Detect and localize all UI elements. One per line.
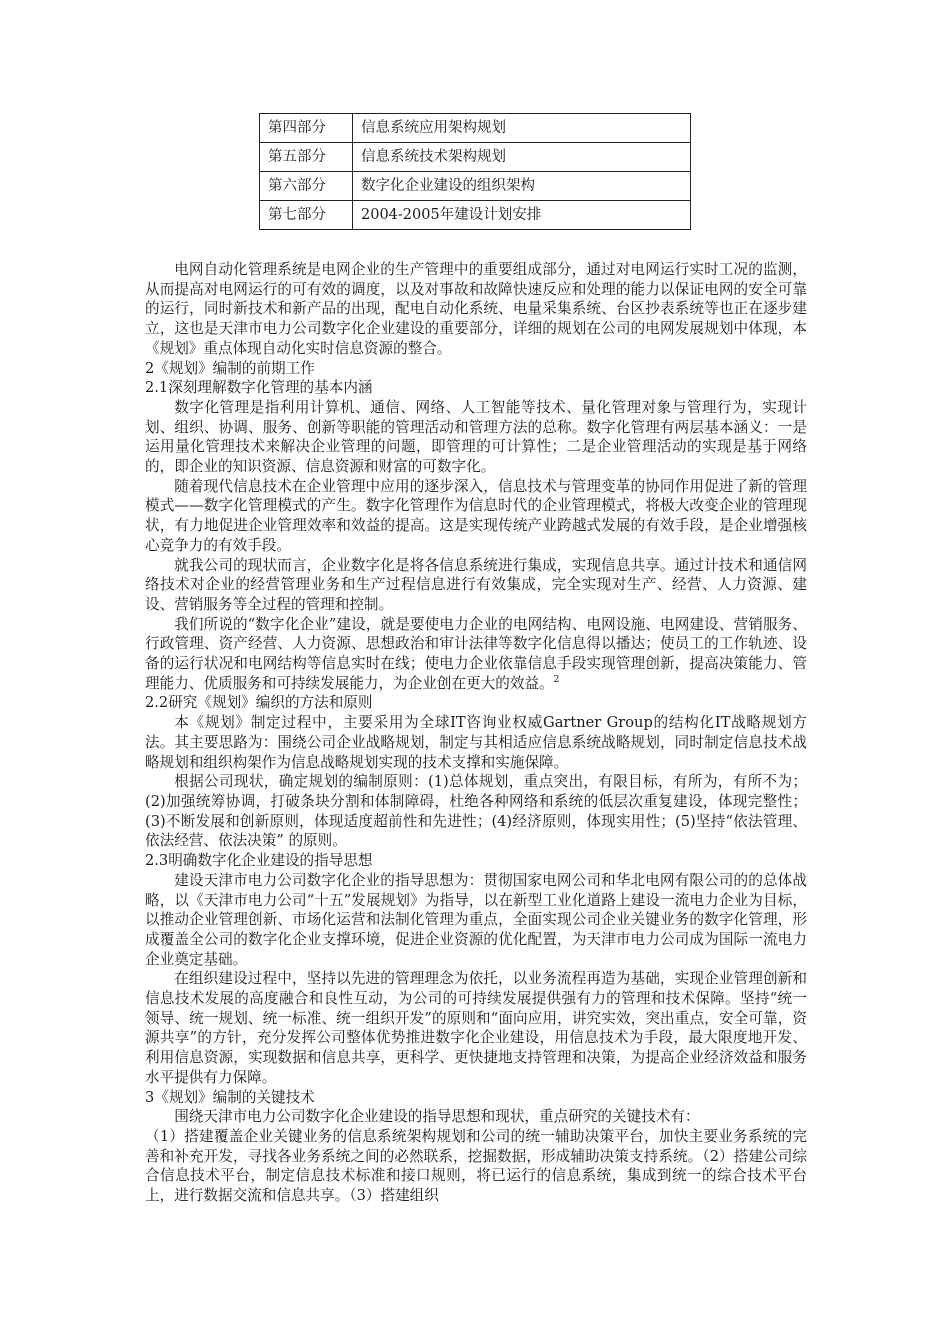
paragraph bbox=[145, 615, 807, 694]
paragraph-text: 我们所说的“数字化企业”建设，就是要使电力企业的电网结构、电网设施、电网建设、营销服务、行政管理、资产经营、人力资源、思想政治和审计法律等数字化信息得以播达；使员工的工作轨迹、设备的运行状况和电网结构等信息实时在线；使电力企业依靠信息手段实现管理创新，提高决策能力、管理能力、优质服务和可持续发展能力，为企业创在更大的效益。 bbox=[145, 615, 807, 692]
intro-paragraph: 电网自动化管理系统是电网企业的生产管理中的重要组成部分，通过对电网运行实时工况的监测，从而提高对电网运行的可有效的调度，以及对事故和故障快速反应和处理的能力以保证电网的安全可靠的运行，同时新技术和新产品的出现，配电自动化系统、电量采集系统、台区抄表系统等也正在逐步建立，这也是天津市电力公司数字化企业建设的重要部分，详细的规划在公司的电网发展规划中体现，本《规划》重点体现自动化实时信息资源的整合。 bbox=[145, 261, 807, 357]
title-cell: 信息系统技术架构规划 bbox=[353, 143, 691, 172]
part-cell: 第六部分 bbox=[260, 172, 353, 201]
part-cell: 第七部分 bbox=[260, 201, 353, 230]
footnote-marker: 2 bbox=[553, 674, 560, 685]
paragraph: 随着现代信息技术在企业管理中应用的逐步深入，信息技术与管理变革的协同作用促进了新的管理模式——数字化管理模式的产生。数字化管理作为信息时代的企业管理模式，将极大改变企业的管理现状，有力地促进企业管理效率和效益的提高。这是实现传统产业跨越式发展的有效手段，是企业增强核心竞争力的有效手段。 bbox=[145, 477, 807, 554]
table-row bbox=[260, 201, 691, 230]
paragraph: 在组织建设过程中，坚持以先进的管理理念为依托，以业务流程再造为基础，实现企业管理创新和信息技术发展的高度融合和良性互动，为公司的可持续发展提供强有力的管理和技术保障。坚持“统一领导、统一规划、统一标准、统一组织开发”的原则和“面向应用，讲究实效，突出重点，安全可靠，资源共享”的方针，充分发挥公司整体优势推进数字化企业建设，用信息技术为手段，最大限度地开发、利用信息资源，实现数据和信息共享，更科学、更快捷地支持管理和决策，为提高企业经济效益和服务水平提供有力保障。 bbox=[145, 970, 807, 1086]
section-3-heading: 3《规划》编制的关键技术 bbox=[145, 1088, 315, 1106]
paragraph: 围绕天津市电力公司数字化企业建设的指导思想和现状，重点研究的关键技术有： bbox=[174, 1108, 700, 1126]
paragraph: 数字化管理是指利用计算机、通信、网络、人工智能等技术、量化管理对象与管理行为，实现计划、组织、协调、服务、创新等职能的管理活动和管理方法的总称。数字化管理有两层基本涵义：一是运用量化管理技术来解决企业管理的问题，即管理的可计算性；二是企业管理活动的实现是基于网络的，即企业的知识资源、信息资源和财富的可数字化。 bbox=[145, 398, 807, 476]
table-row bbox=[260, 114, 691, 143]
section-2-heading: 2《规划》编制的前期工作 bbox=[145, 359, 315, 377]
contents-table bbox=[259, 113, 691, 230]
section-2-1-heading: 2.1深刻理解数字化管理的基本内涵 bbox=[145, 379, 373, 397]
title-cell: 数字化企业建设的组织架构 bbox=[353, 172, 691, 201]
section-2-3-heading: 2.3明确数字化企业建设的指导思想 bbox=[145, 852, 373, 870]
paragraph: 建设天津市电力公司数字化企业的指导思想为：贯彻国家电网公司和华北电网有限公司的的总体战略，以《天津市电力公司“十五”发展规划》为指导，以在新型工业化道路上建设一流电力企业为目标，以推动企业管理创新、市场化运营和法制化管理为重点，全面实现公司企业关键业务的数字化管理，形成覆盖全公司的数字化企业支撑环境，促进企业资源的优化配置，为天津市电力公司成为国际一流电力企业奠定基础。 bbox=[145, 871, 807, 968]
part-cell: 第四部分 bbox=[260, 114, 353, 143]
paragraph: 就我公司的现状而言，企业数字化是将各信息系统进行集成，实现信息共享。通过计技术和通信网络技术对企业的经营管理业务和生产过程信息进行有效集成，完全实现对生产、经营、人力资源、建设、营销服务等全过程的管理和控制。 bbox=[145, 556, 807, 613]
paragraph: （1）搭建覆盖企业关键业务的信息系统架构规划和公司的统一辅助决策平台，加快主要业务系统的完善和补充开发，寻找各业务系统之间的必然联系，挖掘数据，形成辅助决策支持系统。（2）搭建公司综合信息技术平台，制定信息技术标准和接口规则，将已运行的信息系统，集成到统一的综合技术平台上，进行数据交流和信息共享。（3）搭建组织 bbox=[145, 1127, 807, 1205]
title-cell: 2004-2005年建设计划安排 bbox=[353, 201, 691, 230]
document-body bbox=[145, 260, 807, 1206]
table-row bbox=[260, 172, 691, 201]
document-page bbox=[145, 113, 807, 1206]
paragraph: 本《规划》制定过程中，主要采用为全球IT咨询业权威Gartner Group的结构化IT战略规划方法。其主要思路为：围绕公司企业战略规划，制定与其相适应信息系统战略规划，同时制定信息技术战略规划和组织构架作为信息战略规划实现的技术支撑和实施保障。 bbox=[145, 714, 807, 771]
title-cell: 信息系统应用架构规划 bbox=[353, 114, 691, 143]
table-row bbox=[260, 143, 691, 172]
paragraph: 根据公司现状，确定规划的编制原则：(1)总体规划，重点突出，有限目标，有所为，有所不为；(2)加强统筹协调，打破条块分割和体制障碍，杜绝各种网络和系统的低层次重复建设，体现完整性；(3)不断发展和创新原则，体现适度超前性和先进性；(4)经济原则，体现实用性；(5)坚持“依法管理、依法经营、依法决策” 的原则。 bbox=[145, 773, 807, 850]
part-cell: 第五部分 bbox=[260, 143, 353, 172]
section-2-2-heading: 2.2研究《规划》编织的方法和原则 bbox=[145, 694, 373, 712]
